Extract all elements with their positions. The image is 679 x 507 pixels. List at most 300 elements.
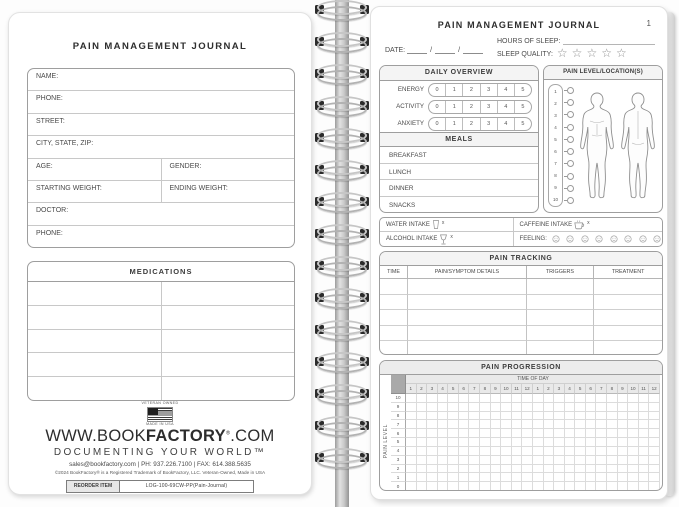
tracking-cell: [380, 295, 408, 311]
hour-header: 9: [491, 384, 502, 394]
info-field-label: PHONE:: [36, 95, 63, 103]
progression-cell: [533, 420, 544, 429]
caffeine-intake-cell: [513, 218, 662, 232]
binding-loop: [306, 64, 378, 84]
binding-loop: [306, 416, 378, 436]
progression-cell: [554, 403, 565, 412]
progression-cell: [406, 403, 417, 412]
progression-cell: [491, 473, 502, 482]
pain-level-circle: [567, 160, 574, 167]
progression-cell: [501, 473, 512, 482]
progression-cell: [628, 420, 639, 429]
scale-value: 5: [521, 103, 525, 110]
progression-cell: [544, 447, 555, 456]
medications-title: MEDICATIONS: [28, 262, 294, 282]
tracking-cell: [380, 341, 408, 355]
progression-cell: [596, 394, 607, 403]
level-header: 5: [391, 438, 406, 447]
progression-cell: [607, 412, 618, 421]
progression-cell: [586, 482, 597, 491]
tracking-row: [380, 310, 662, 326]
progression-cell: [649, 420, 660, 429]
progression-cell: [639, 482, 650, 491]
progression-cell: [639, 473, 650, 482]
progression-cell: [618, 473, 629, 482]
tracking-cell: [408, 279, 526, 295]
progression-cell: [512, 394, 523, 403]
progression-cell: [586, 394, 597, 403]
scale-value: 2: [463, 118, 480, 130]
progression-cell: [533, 412, 544, 421]
info-field-label: STREET:: [36, 117, 65, 125]
tracking-cell: [408, 326, 526, 342]
progression-cell: [596, 412, 607, 421]
progression-cell: [522, 429, 533, 438]
binding-loop: [306, 320, 378, 340]
progression-cell: [448, 473, 459, 482]
wire-strand: [317, 38, 367, 53]
tracking-column-header: TIME: [380, 266, 408, 278]
progression-cell: [406, 456, 417, 465]
progression-cell: [618, 420, 629, 429]
info-row: [28, 69, 294, 91]
meals-title: MEALS: [380, 132, 538, 147]
progression-cell: [533, 456, 544, 465]
tracking-cell: [527, 326, 595, 342]
url-suffix: .COM: [230, 427, 275, 446]
progression-cell: [469, 482, 480, 491]
pain-level-number: 6: [554, 149, 557, 155]
rating-scale: [428, 83, 532, 97]
pain-level-circle-row: [564, 145, 575, 157]
progression-cell: [628, 438, 639, 447]
progression-cell: [533, 438, 544, 447]
progression-cell: [596, 473, 607, 482]
progression-cell: [575, 394, 586, 403]
pain-level-circle: [567, 185, 574, 192]
water-intake-cell: [380, 218, 513, 232]
info-field-label: CITY, STATE, ZIP:: [36, 140, 94, 148]
progression-cell: [491, 456, 502, 465]
hour-header: 12: [649, 384, 660, 394]
hours-of-sleep-label: HOURS OF SLEEP:: [497, 38, 561, 45]
progression-cell: [448, 482, 459, 491]
progression-cell: [586, 456, 597, 465]
binding-loop: [306, 224, 378, 244]
pain-level-circle-row: [564, 109, 575, 121]
progression-cell: [618, 429, 629, 438]
progression-cell: [427, 394, 438, 403]
progression-cell: [459, 420, 470, 429]
progression-cell: [438, 429, 449, 438]
pain-progression-title: PAIN PROGRESSION: [380, 361, 662, 375]
hour-header: 6: [586, 384, 597, 394]
alcohol-intake-cell: [380, 232, 513, 246]
medication-row: [28, 330, 294, 354]
wire-strand: [317, 166, 367, 181]
face-icon: [610, 235, 618, 243]
face-icon: [566, 235, 574, 243]
hour-header: 11: [512, 384, 523, 394]
progression-cell: [565, 473, 576, 482]
water-intake-label: WATER INTAKE: [386, 221, 430, 228]
medication-cell: [161, 330, 295, 353]
progression-cell: [565, 429, 576, 438]
progression-cell: [512, 473, 523, 482]
progression-cell: [438, 412, 449, 421]
hour-header: 1: [406, 384, 417, 394]
progression-cell: [417, 473, 428, 482]
progression-cell: [480, 403, 491, 412]
progression-cell: [522, 465, 533, 474]
pain-level-circle: [567, 99, 574, 106]
progression-cell: [512, 420, 523, 429]
progression-cell: [565, 438, 576, 447]
medications-grid: [28, 282, 294, 400]
progression-cell: [438, 403, 449, 412]
spiral-binding: [306, 0, 378, 507]
star-icon: ☆: [615, 46, 631, 60]
intake-strip: [379, 217, 663, 247]
feeling-faces: [550, 235, 663, 243]
progression-cell: [406, 447, 417, 456]
tracking-row: [380, 279, 662, 295]
tracking-cell: [594, 341, 662, 355]
progression-cell: [417, 447, 428, 456]
pain-level-circle: [567, 197, 574, 204]
progression-cell: [533, 473, 544, 482]
progression-cell: [491, 465, 502, 474]
progression-cell: [639, 438, 650, 447]
date-slash: /: [430, 47, 433, 54]
progression-cell: [607, 403, 618, 412]
hour-header: 7: [469, 384, 480, 394]
level-header: 6: [391, 429, 406, 438]
medication-cell: [161, 377, 295, 400]
progression-cell: [565, 412, 576, 421]
progression-cell: [406, 482, 417, 491]
pain-level-circle-row: [564, 182, 575, 194]
progression-cell: [628, 473, 639, 482]
progression-cell: [491, 482, 502, 491]
progression-cell: [607, 429, 618, 438]
info-field-label: ENDING WEIGHT:: [161, 181, 295, 202]
binding-loop: [306, 256, 378, 276]
hour-header: 8: [480, 384, 491, 394]
tracking-cell: [408, 341, 526, 355]
progression-cell: [607, 482, 618, 491]
progression-cell: [544, 465, 555, 474]
progression-cell: [649, 403, 660, 412]
progression-cell: [575, 473, 586, 482]
wire-strand: [317, 326, 367, 341]
info-row: [28, 136, 294, 158]
date-blank-year: [463, 45, 483, 54]
progression-cell: [480, 456, 491, 465]
progression-cell: [417, 412, 428, 421]
tracking-cell: [527, 341, 595, 355]
binding-loop: [306, 384, 378, 404]
progression-cell: [586, 438, 597, 447]
wine-glass-icon: [439, 234, 448, 245]
scale-value: 2: [463, 84, 480, 96]
progression-cell: [427, 412, 438, 421]
sleep-block: [497, 36, 655, 61]
hour-header: 3: [554, 384, 565, 394]
binding-loop: [306, 160, 378, 180]
progression-cell: [639, 420, 650, 429]
progression-cell: [501, 420, 512, 429]
personal-info-box: [27, 68, 295, 248]
pain-level-circle-row: [564, 84, 575, 96]
progression-cell: [417, 482, 428, 491]
progression-cell: [469, 403, 480, 412]
pain-level-circle: [567, 87, 574, 94]
tracking-cell: [408, 295, 526, 311]
face-icon: [639, 235, 647, 243]
progression-cell: [438, 447, 449, 456]
progression-cell: [649, 456, 660, 465]
tracking-cell: [380, 326, 408, 342]
tracking-column-header: TRIGGERS: [527, 266, 595, 278]
hour-header: 7: [596, 384, 607, 394]
right-page-title: PAIN MANAGEMENT JOURNAL: [437, 20, 601, 30]
pain-level-circle-row: [564, 96, 575, 108]
scale-value: 0: [429, 118, 446, 130]
progression-cell: [565, 447, 576, 456]
progression-cell: [607, 465, 618, 474]
progression-cell: [406, 473, 417, 482]
progression-cell: [575, 465, 586, 474]
pain-level-number: 10: [552, 197, 558, 203]
scale-value: 1: [446, 118, 463, 130]
progression-cell: [459, 465, 470, 474]
progression-cell: [448, 403, 459, 412]
pain-level-axis-label: PAIN LEVEL: [382, 424, 389, 459]
hour-header: 8: [607, 384, 618, 394]
sleep-quality-label: SLEEP QUALITY:: [497, 51, 553, 58]
progression-cell: [565, 465, 576, 474]
progression-cell: [427, 482, 438, 491]
progression-cell: [628, 456, 639, 465]
wire-strand: [317, 262, 367, 277]
face-icon: [552, 235, 560, 243]
level-header: 0: [391, 482, 406, 491]
progression-cell: [469, 465, 480, 474]
pain-level-title: PAIN LEVEL/LOCATION(S): [544, 66, 662, 80]
info-row: [28, 159, 294, 181]
pain-level-circle: [567, 111, 574, 118]
binding-loop: [306, 448, 378, 468]
star-icon: ☆: [556, 46, 572, 60]
progression-cell: [438, 482, 449, 491]
progression-cell: [628, 394, 639, 403]
progression-cell: [480, 420, 491, 429]
hour-header: 9: [618, 384, 629, 394]
progression-cell: [469, 438, 480, 447]
meal-row: LUNCH: [380, 164, 538, 181]
tracking-row: [380, 295, 662, 311]
grid-corner: [391, 375, 406, 394]
hour-header: 5: [575, 384, 586, 394]
pain-level-circle-row: [564, 170, 575, 182]
progression-cell: [501, 429, 512, 438]
rating-scale: [428, 117, 532, 131]
progression-cell: [459, 394, 470, 403]
us-flag-icon: [147, 407, 173, 422]
hour-header: 5: [448, 384, 459, 394]
pain-level-number: 3: [554, 112, 557, 118]
progression-cell: [596, 438, 607, 447]
tracking-column-header: PAIN/SYMPTOM DETAILS: [408, 266, 526, 278]
progression-cell: [491, 429, 502, 438]
scale-value: 5: [521, 86, 525, 93]
hour-header: 10: [628, 384, 639, 394]
metric-label: ACTIVITY: [396, 103, 424, 110]
progression-cell: [628, 465, 639, 474]
medication-cell: [161, 282, 295, 305]
progression-cell: [639, 394, 650, 403]
medication-row: [28, 282, 294, 306]
binding-loop: [306, 32, 378, 52]
time-of-day-label: TIME OF DAY: [406, 375, 660, 384]
pain-level-circle-row: [564, 195, 575, 207]
metric-row: [380, 98, 538, 115]
progression-cell: [469, 394, 480, 403]
progression-cell: [417, 403, 428, 412]
pain-tracking-rows: [380, 279, 662, 355]
progression-cell: [480, 482, 491, 491]
progression-cell: [628, 403, 639, 412]
progression-cell: [618, 482, 629, 491]
progression-cell: [649, 465, 660, 474]
progression-cell: [554, 465, 565, 474]
level-header: 10: [391, 394, 406, 403]
progression-cell: [607, 420, 618, 429]
progression-cell: [501, 412, 512, 421]
flag-caption-bottom: MADE IN USA: [146, 421, 174, 426]
hour-header: 3: [427, 384, 438, 394]
progression-cell: [533, 447, 544, 456]
tracking-cell: [380, 310, 408, 326]
progression-cell: [607, 438, 618, 447]
progression-cell: [427, 438, 438, 447]
pain-level-circles: [564, 84, 575, 207]
level-header: 4: [391, 447, 406, 456]
progression-cell: [491, 420, 502, 429]
progression-cell: [544, 429, 555, 438]
caffeine-intake-label: CAFFEINE INTAKE: [519, 221, 573, 228]
metric-label: ENERGY: [397, 86, 424, 93]
medication-cell: [28, 353, 161, 376]
progression-cell: [649, 447, 660, 456]
page-number: 1: [646, 19, 651, 28]
alcohol-multiplier: x: [450, 234, 453, 240]
scale-value: 4: [498, 101, 515, 113]
body-diagrams: [575, 84, 660, 207]
progression-cell: [448, 447, 459, 456]
progression-cell: [417, 465, 428, 474]
daily-overview-title: DAILY OVERVIEW: [380, 66, 538, 81]
water-glass-icon: [432, 219, 440, 230]
tracking-row: [380, 341, 662, 355]
registered-mark: ®: [225, 430, 231, 437]
star-icon: ☆: [571, 46, 587, 60]
face-icon: [595, 235, 603, 243]
progression-cell: [533, 465, 544, 474]
progression-cell: [512, 403, 523, 412]
progression-cell: [480, 394, 491, 403]
progression-cell: [469, 456, 480, 465]
tracking-cell: [594, 310, 662, 326]
progression-cell: [480, 465, 491, 474]
progression-cell: [459, 403, 470, 412]
progression-cell: [618, 465, 629, 474]
hour-header: 6: [459, 384, 470, 394]
progression-cell: [639, 429, 650, 438]
progression-cell: [501, 403, 512, 412]
progression-cell: [628, 482, 639, 491]
progression-cell: [586, 429, 597, 438]
scale-value: 3: [481, 101, 498, 113]
progression-cell: [427, 447, 438, 456]
body-front-diagram: [577, 89, 617, 203]
progression-cell: [628, 447, 639, 456]
progression-cell: [427, 403, 438, 412]
scale-value: 3: [481, 84, 498, 96]
wire-strand: [317, 390, 367, 405]
progression-cell: [522, 456, 533, 465]
progression-cell: [469, 420, 480, 429]
meal-row: DINNER: [380, 180, 538, 197]
date-blank-month: [407, 45, 427, 54]
progression-cell: [639, 465, 650, 474]
progression-cell: [480, 438, 491, 447]
scale-value: 4: [498, 118, 515, 130]
pain-level-number: 7: [554, 161, 557, 167]
wire-strand: [317, 422, 367, 437]
progression-cell: [575, 456, 586, 465]
progression-cell: [417, 438, 428, 447]
progression-cell: [618, 412, 629, 421]
progression-cell: [459, 438, 470, 447]
pain-level-number: 5: [554, 136, 557, 142]
progression-cell: [459, 473, 470, 482]
left-page-title: PAIN MANAGEMENT JOURNAL: [72, 41, 248, 52]
face-icon: [581, 235, 589, 243]
progression-cell: [512, 456, 523, 465]
pain-level-circle: [567, 148, 574, 155]
progression-cell: [586, 403, 597, 412]
progression-cell: [406, 394, 417, 403]
progression-cell: [544, 456, 555, 465]
scale-value: 0: [429, 101, 446, 113]
brand-tagline: DOCUMENTING YOUR WORLD™: [53, 446, 267, 458]
progression-cell: [554, 429, 565, 438]
progression-cell: [417, 394, 428, 403]
pain-level-number: 2: [554, 100, 557, 106]
tracking-cell: [380, 279, 408, 295]
progression-cell: [427, 473, 438, 482]
metric-row: [380, 81, 538, 98]
wire-strand: [317, 454, 367, 469]
wire-strand: [317, 294, 367, 309]
progression-cell: [639, 456, 650, 465]
progression-cell: [607, 473, 618, 482]
wire-strand: [317, 102, 367, 117]
progression-cell: [501, 438, 512, 447]
progression-cell: [639, 403, 650, 412]
